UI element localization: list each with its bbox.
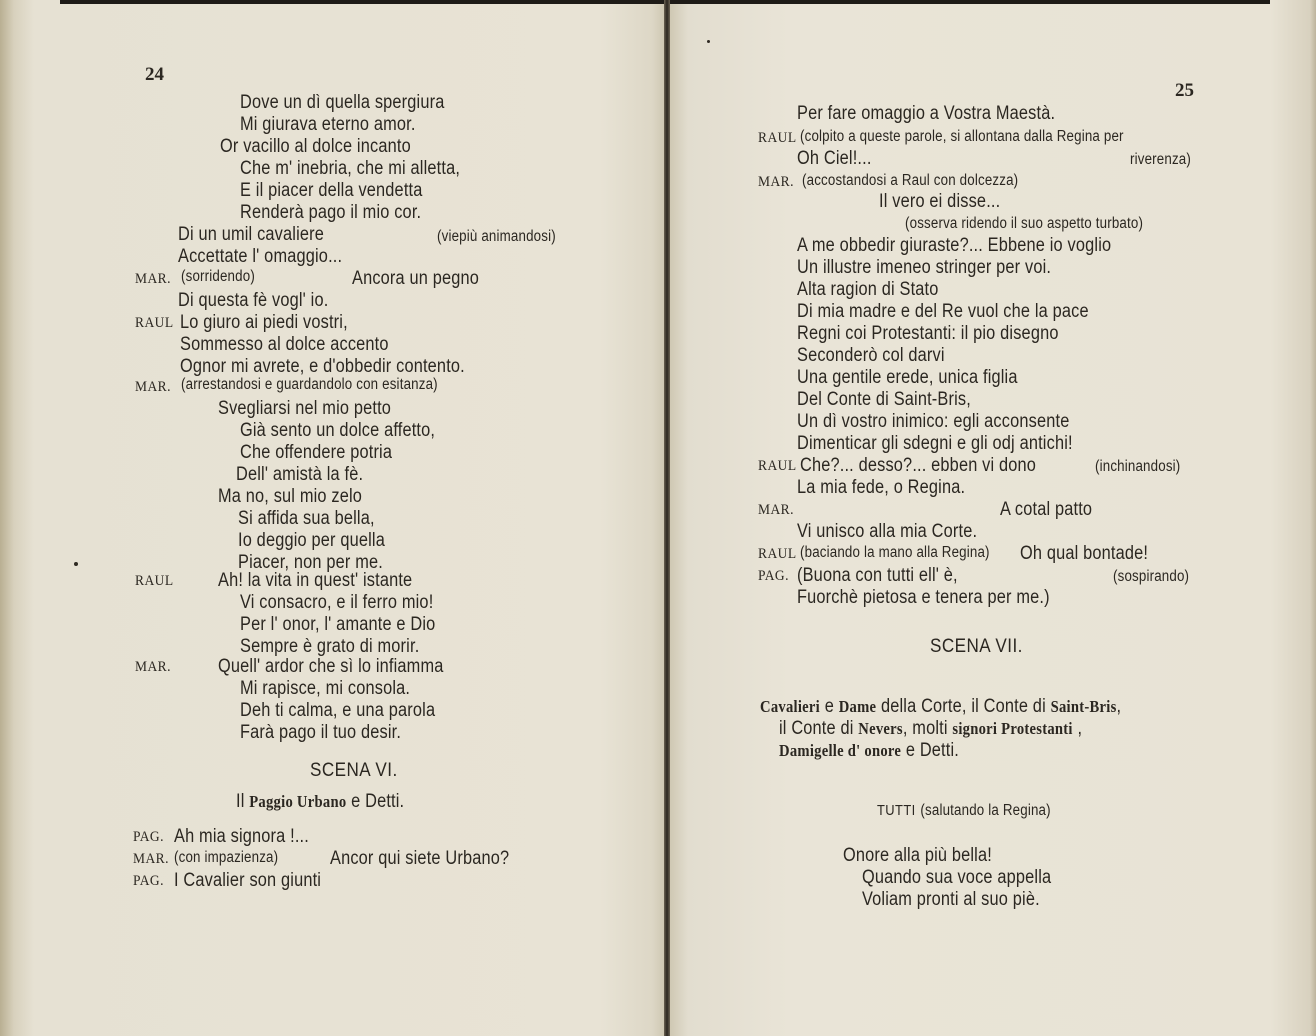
cast-bold: Cavalieri xyxy=(760,697,820,716)
top-shadow xyxy=(60,0,664,4)
verse-line: Un illustre imeneo stringer per voi. xyxy=(797,257,1052,278)
stage-direction: (con impazienza) xyxy=(174,849,279,866)
verse-line: Per l' onor, l' amante e Dio xyxy=(240,614,436,635)
page-number: 24 xyxy=(145,64,164,85)
cast-bold: Dame xyxy=(838,697,877,716)
scene-title: SCENA VI. xyxy=(310,760,398,781)
cast-bold: Damigelle d' onore xyxy=(779,741,902,760)
speaker-label: RAUL xyxy=(135,573,174,589)
stage-direction: riverenza) xyxy=(1130,151,1191,168)
cast-text: della Corte, il Conte di xyxy=(880,696,1046,717)
cast-text: , molti xyxy=(902,718,948,739)
verse-line: Vi consacro, e il ferro mio! xyxy=(240,592,434,613)
verse-line: Sempre è grato di morir. xyxy=(240,636,420,657)
stage-direction: (arrestandosi e guardandolo con esitanza) xyxy=(181,376,438,393)
scene-cast xyxy=(779,718,1082,740)
speaker-label: PAG. xyxy=(758,568,789,584)
scene-cast xyxy=(779,740,959,762)
verse-line: Un dì vostro inimico: egli acconsente xyxy=(797,411,1070,432)
speaker-label: MAR. xyxy=(135,379,171,395)
stage-direction: (sorridendo) xyxy=(181,268,255,285)
cast-bold: Paggio Urbano xyxy=(249,792,347,811)
verse-line: Renderà pago il mio cor. xyxy=(240,202,422,223)
verse-line: (Buona con tutti ell' è, xyxy=(797,565,958,586)
speaker-label: PAG. xyxy=(133,873,164,889)
verse-line: Lo giuro ai piedi vostri, xyxy=(180,312,348,333)
scene-cast xyxy=(760,696,1121,718)
verse-line: Mi giurava eterno amor. xyxy=(240,114,416,135)
verse-line: Quell' ardor che sì lo infiamma xyxy=(218,656,444,677)
verse-line: Svegliarsi nel mio petto xyxy=(218,398,392,419)
scene-cast xyxy=(236,791,404,813)
verse-line: I Cavalier son giunti xyxy=(174,870,322,891)
verse-line: Del Conte di Saint-Bris, xyxy=(797,389,971,410)
ink-speck xyxy=(707,40,710,43)
verse-line: Dimenticar gli sdegni e gli odj antichi! xyxy=(797,433,1073,454)
verse-line: Ancor qui siete Urbano? xyxy=(330,848,510,869)
verse-line: Sommesso al dolce accento xyxy=(180,334,389,355)
verse-line: Ah mia signora !... xyxy=(174,826,309,847)
speaker-label: MAR. xyxy=(135,659,171,675)
page-number: 25 xyxy=(1175,80,1194,101)
verse-line: Farà pago il tuo desir. xyxy=(240,722,402,743)
chorus-heading xyxy=(877,799,1051,821)
stage-direction: (sospirando) xyxy=(1113,568,1190,585)
verse-line: Dell' amistà la fè. xyxy=(236,464,364,485)
verse-line: A me obbedir giuraste?... Ebbene io voglio xyxy=(797,235,1112,256)
verse-line: Vi unisco alla mia Corte. xyxy=(797,521,978,542)
verse-line: Mi rapisce, mi consola. xyxy=(240,678,411,699)
speaker-label: RAUL xyxy=(758,546,797,562)
verse-line: Fuorchè pietosa e tenera per me.) xyxy=(797,587,1050,608)
verse-line: Piacer, non per me. xyxy=(238,552,383,573)
verse-line: Voliam pronti al suo piè. xyxy=(862,889,1040,910)
verse-line: Regni coi Protestanti: il pio disegno xyxy=(797,323,1059,344)
verse-line: Oh qual bontade! xyxy=(1020,543,1149,564)
verse-line: Che?... desso?... ebben vi dono xyxy=(800,455,1037,476)
cast-bold: Nevers xyxy=(858,719,903,738)
cast-text: il Conte di xyxy=(779,718,854,739)
stage-direction: (baciando la mano alla Regina) xyxy=(800,544,990,561)
cast-text: e xyxy=(824,696,834,717)
speaker-label: MAR. xyxy=(758,502,794,518)
scene-title: SCENA VII. xyxy=(930,636,1023,657)
verse-line: A cotal patto xyxy=(1000,499,1093,520)
verse-line: Di mia madre e del Re vuol che la pace xyxy=(797,301,1089,322)
verse-line: Il vero ei disse... xyxy=(879,191,1001,212)
right-page xyxy=(670,0,1316,1036)
verse-line: Si affida sua bella, xyxy=(238,508,375,529)
stage-direction: (salutando la Regina) xyxy=(920,802,1051,819)
stage-direction: (accostandosi a Raul con dolcezza) xyxy=(802,172,1019,189)
verse-line: Ma no, sul mio zelo xyxy=(218,486,363,507)
stage-direction: (colpito a queste parole, si allontana dalla Regina per xyxy=(800,128,1124,145)
verse-line: Quando sua voce appella xyxy=(862,867,1052,888)
verse-line: Una gentile erede, unica figlia xyxy=(797,367,1018,388)
verse-line: Di questa fè vogl' io. xyxy=(178,290,329,311)
stage-direction: (inchinandosi) xyxy=(1095,458,1181,475)
verse-line: Alta ragion di Stato xyxy=(797,279,939,300)
speaker-label: TUTTI xyxy=(877,802,916,819)
verse-line: La mia fede, o Regina. xyxy=(797,477,966,498)
verse-line: E il piacer della vendetta xyxy=(240,180,423,201)
verse-line: Deh ti calma, e una parola xyxy=(240,700,436,721)
speaker-label: RAUL xyxy=(758,458,797,474)
speaker-label: MAR. xyxy=(135,271,171,287)
top-shadow xyxy=(670,0,1270,4)
cast-text: Il xyxy=(236,791,245,812)
speaker-label: RAUL xyxy=(758,130,797,146)
verse-line: Seconderò col darvi xyxy=(797,345,945,366)
speaker-label: PAG. xyxy=(133,829,164,845)
stage-direction: (viepiù animandosi) xyxy=(437,228,556,245)
verse-line: Per fare omaggio a Vostra Maestà. xyxy=(797,103,1056,124)
verse-line: Ancora un pegno xyxy=(352,268,480,289)
verse-line: Ognor mi avrete, e d'obbedir contento. xyxy=(180,356,465,377)
cast-text: , xyxy=(1077,718,1083,739)
cast-text: e Detti. xyxy=(351,791,405,812)
speaker-label: MAR. xyxy=(133,851,169,867)
verse-line: Che offendere potria xyxy=(240,442,393,463)
verse-line: Che m' inebria, che mi alletta, xyxy=(240,158,461,179)
verse-line: Onore alla più bella! xyxy=(843,845,992,866)
verse-line: Ah! la vita in quest' istante xyxy=(218,570,413,591)
speaker-label: MAR. xyxy=(758,174,794,190)
ink-speck xyxy=(74,562,78,566)
cast-text: , xyxy=(1116,696,1122,717)
verse-line: Dove un dì quella spergiura xyxy=(240,92,445,113)
verse-line: Io deggio per quella xyxy=(238,530,385,551)
cast-bold: Saint-Bris xyxy=(1050,697,1117,716)
verse-line: Di un umil cavaliere xyxy=(178,224,325,245)
cast-bold: signori Protestanti xyxy=(952,719,1073,738)
verse-line: Già sento un dolce affetto, xyxy=(240,420,436,441)
speaker-label: RAUL xyxy=(135,315,174,331)
verse-line: Accettate l' omaggio... xyxy=(178,246,343,267)
cast-text: e Detti. xyxy=(905,740,959,761)
stage-direction: (osserva ridendo il suo aspetto turbato) xyxy=(905,215,1144,232)
verse-line: Oh Ciel!... xyxy=(797,148,872,169)
verse-line: Or vacillo al dolce incanto xyxy=(220,136,411,157)
